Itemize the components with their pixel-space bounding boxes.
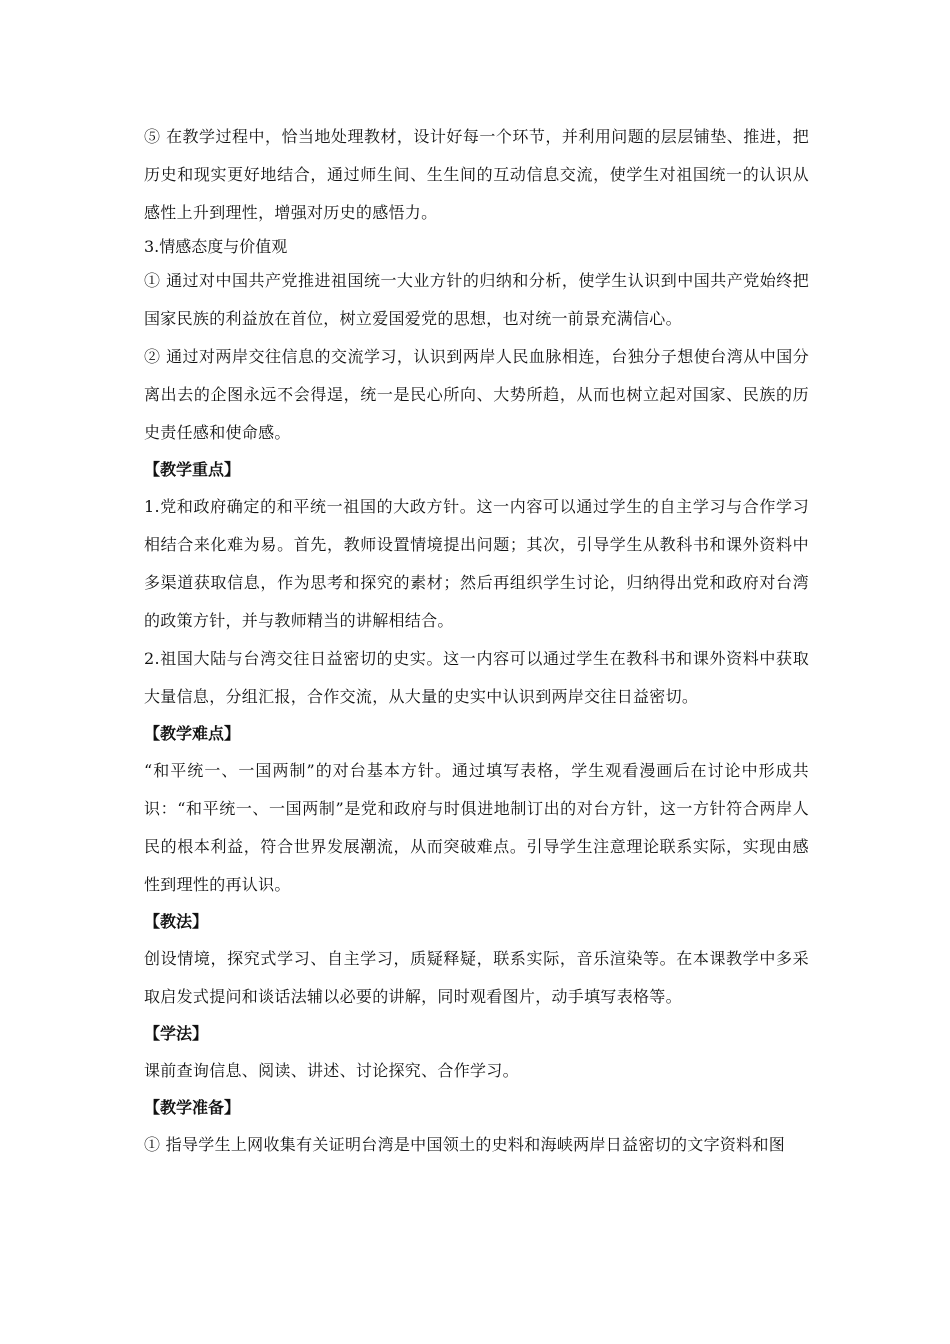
paragraph-focus-2: 2.祖国大陆与台湾交往日益密切的史实。这一内容可以通过学生在教科书和课外资料中获取大量信息，分组汇报，合作交流，从大量的史实中认识到两岸交往日益密切。 [144, 649, 809, 706]
heading-teaching-focus: 【教学重点】 [144, 460, 241, 479]
heading-teaching-preparation: 【教学准备】 [144, 1098, 241, 1117]
paragraph-emotion-2: ② 通过对两岸交往信息的交流学习，认识到两岸人民血脉相连，台独分子想使台湾从中国分离出去的企图永远不会得逞，统一是民心所向、大势所趋，从而也树立起对国家、民族的历史责任感和使命感。 [144, 347, 809, 442]
subheading-emotion-values: 3.情感态度与价值观 [144, 237, 288, 256]
heading-learning-method: 【学法】 [144, 1024, 209, 1043]
paragraph-difficulty: “和平统一、一国两制”的对台基本方针。通过填写表格，学生观看漫画后在讨论中形成共识：“和平统一、一国两制”是党和政府与时俱进地制订出的对台方针，这一方针符合两岸人民的根本利益，符合世界发展潮流，从而突破难点。引导学生注意理论联系实际，实现由感性到理性的再认识。 [144, 761, 809, 894]
paragraph-emotion-1: ① 通过对中国共产党推进祖国统一大业方针的归纳和分析，使学生认识到中国共产党始终把国家民族的利益放在首位，树立爱国爱党的思想，也对统一前景充满信心。 [144, 271, 809, 328]
paragraph-focus-1: 1.党和政府确定的和平统一祖国的大政方针。这一内容可以通过学生的自主学习与合作学习相结合来化难为易。首先，教师设置情境提出问题；其次，引导学生从教科书和课外资料中多渠道获取信息，作为思考和探究的素材；然后再组织学生讨论，归纳得出党和政府对台湾的政策方针，并与教师精当的讲解相结合。 [144, 497, 809, 630]
heading-teaching-difficulty: 【教学难点】 [144, 724, 241, 743]
paragraph-learning-method: 课前查询信息、阅读、讲述、讨论探究、合作学习。 [144, 1061, 519, 1080]
document-body [144, 118, 809, 1164]
paragraph-objective-5: ⑤ 在教学过程中，恰当地处理教材，设计好每一个环节，并利用问题的层层铺垫、推进，把历史和现实更好地结合，通过师生间、生生间的互动信息交流，使学生对祖国统一的认识从感性上升到理性，增强对历史的感悟力。 [144, 127, 809, 222]
paragraph-teaching-method: 创设情境，探究式学习、自主学习，质疑释疑，联系实际，音乐渲染等。在本课教学中多采取启发式提问和谈话法辅以必要的讲解，同时观看图片，动手填写表格等。 [144, 949, 809, 1006]
paragraph-preparation-1: ① 指导学生上网收集有关证明台湾是中国领土的史料和海峡两岸日益密切的文字资料和图 [144, 1135, 786, 1154]
heading-teaching-method: 【教法】 [144, 912, 209, 931]
